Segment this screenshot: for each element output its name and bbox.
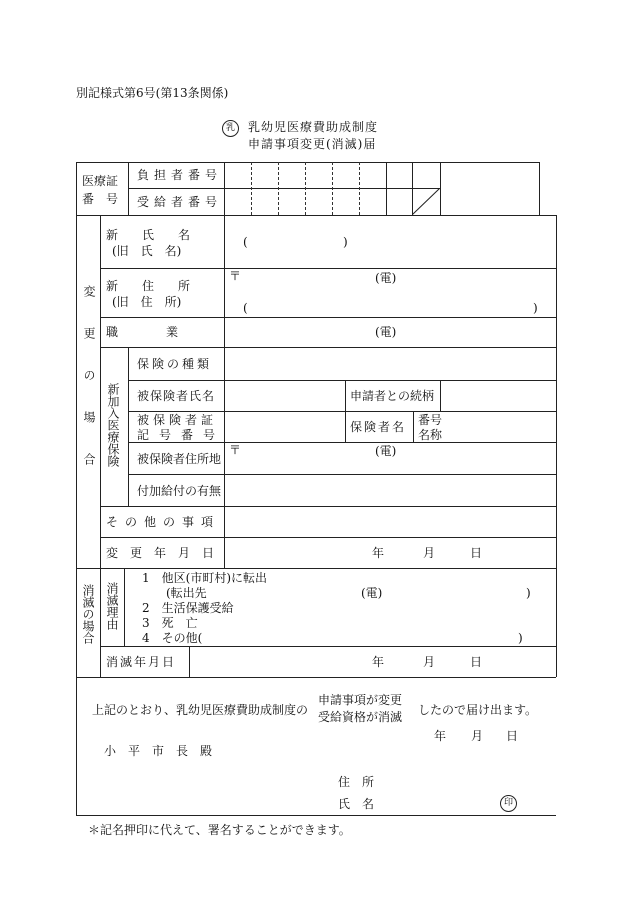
insured-postal-mark-icon: 〒 bbox=[229, 443, 242, 457]
burden-number-label: 負担者番号 bbox=[137, 168, 223, 182]
declaration-month: 月 bbox=[471, 729, 484, 743]
loss-reason-3: 3 死 亡 bbox=[142, 616, 198, 630]
change-date-year: 年 bbox=[372, 546, 385, 560]
declaration-option-loss: 受給資格が消滅 bbox=[318, 710, 403, 724]
loss-reason-1: 1 他区(市町村)に転出 bbox=[142, 571, 267, 585]
cert-label-2: 番 号 bbox=[82, 192, 119, 206]
declaration-option-change: 申請事項が変更 bbox=[318, 693, 403, 707]
new-name-label: 新 氏 名 bbox=[106, 228, 191, 242]
postal-mark-icon: 〒 bbox=[229, 269, 242, 283]
declaration-text-after: したので届け出ます。 bbox=[418, 703, 538, 717]
cert-label-1: 医療証 bbox=[82, 174, 119, 188]
loss-date-day: 日 bbox=[470, 655, 483, 669]
nyu-circle-icon: 乳 bbox=[222, 120, 239, 137]
new-insurance-label: 新加入医療保険 bbox=[106, 383, 120, 467]
change-date-label: 変 更 年 月 日 bbox=[106, 546, 215, 560]
loss-date-year: 年 bbox=[372, 655, 385, 669]
insured-tel-label: (電) bbox=[375, 444, 397, 458]
loss-reason-1-tel: (電) bbox=[361, 586, 383, 600]
applicant-address-label: 住 所 bbox=[338, 775, 375, 789]
occupation-tel-label: (電) bbox=[375, 325, 397, 339]
insured-cert-label-1: 被保険者証 bbox=[137, 413, 218, 427]
loss-section-label: 消滅の場合 bbox=[81, 584, 95, 644]
insurance-type-label: 保険の種類 bbox=[137, 357, 213, 371]
address-paren-open: ( bbox=[243, 301, 248, 315]
other-matters-label: その他の事項 bbox=[106, 515, 221, 529]
address-paren-close: ) bbox=[533, 301, 538, 315]
change-date-day: 日 bbox=[470, 546, 483, 560]
insurer-title-label: 名称 bbox=[418, 428, 443, 442]
change-section-label: 変更の場合 bbox=[82, 285, 96, 495]
declaration-day: 日 bbox=[506, 729, 519, 743]
declaration-text-before: 上記のとおり、乳幼児医療費助成制度の bbox=[92, 703, 309, 717]
recipient-number-label: 受給者番号 bbox=[137, 195, 223, 209]
insurer-name-label: 保険者名 bbox=[350, 420, 407, 434]
loss-date-label: 消滅年月日 bbox=[106, 655, 177, 669]
insured-name-label: 被保険者氏名 bbox=[137, 389, 216, 403]
insured-cert-label-2: 記号番号 bbox=[137, 428, 226, 442]
old-address-label: (旧 住 所) bbox=[112, 295, 182, 309]
insurer-number-label: 番号 bbox=[418, 413, 443, 427]
declaration-year: 年 bbox=[434, 729, 447, 743]
footnote: ＊記名押印に代えて、署名することができます。 bbox=[88, 823, 351, 837]
occupation-label: 職 業 bbox=[106, 325, 179, 339]
old-name-label: (旧 氏 名) bbox=[112, 244, 182, 258]
address-tel-label: (電) bbox=[375, 271, 397, 285]
loss-reason-1-close: ) bbox=[526, 586, 531, 600]
relation-label: 申請者との続柄 bbox=[350, 389, 435, 403]
loss-reason-4-close: ) bbox=[518, 631, 523, 645]
change-date-month: 月 bbox=[423, 546, 436, 560]
applicant-name-label: 氏 名 bbox=[338, 797, 375, 811]
form-subtitle: 申請事項変更(消滅)届 bbox=[248, 137, 377, 151]
diagonal-slash-icon bbox=[412, 188, 440, 215]
name-paren-close: ) bbox=[343, 235, 348, 249]
new-address-label: 新 住 所 bbox=[106, 279, 191, 293]
addressee: 小 平 市 長 殿 bbox=[104, 744, 213, 758]
loss-date-month: 月 bbox=[423, 655, 436, 669]
loss-reason-1-destination: (転出先 bbox=[166, 586, 207, 600]
additional-benefit-label: 付加給付の有無 bbox=[137, 484, 222, 498]
seal-icon: 印 bbox=[500, 795, 517, 812]
loss-reason-2: 2 生活保護受給 bbox=[142, 601, 234, 615]
form-title: 乳幼児医療費助成制度 bbox=[248, 120, 379, 134]
loss-reason-4: 4 その他( bbox=[142, 631, 203, 645]
name-paren-open: ( bbox=[243, 235, 248, 249]
form-number: 別記様式第6号(第13条関係) bbox=[76, 86, 229, 100]
insured-address-label: 被保険者住所地 bbox=[137, 452, 222, 466]
loss-reason-label: 消滅理由 bbox=[105, 582, 119, 630]
